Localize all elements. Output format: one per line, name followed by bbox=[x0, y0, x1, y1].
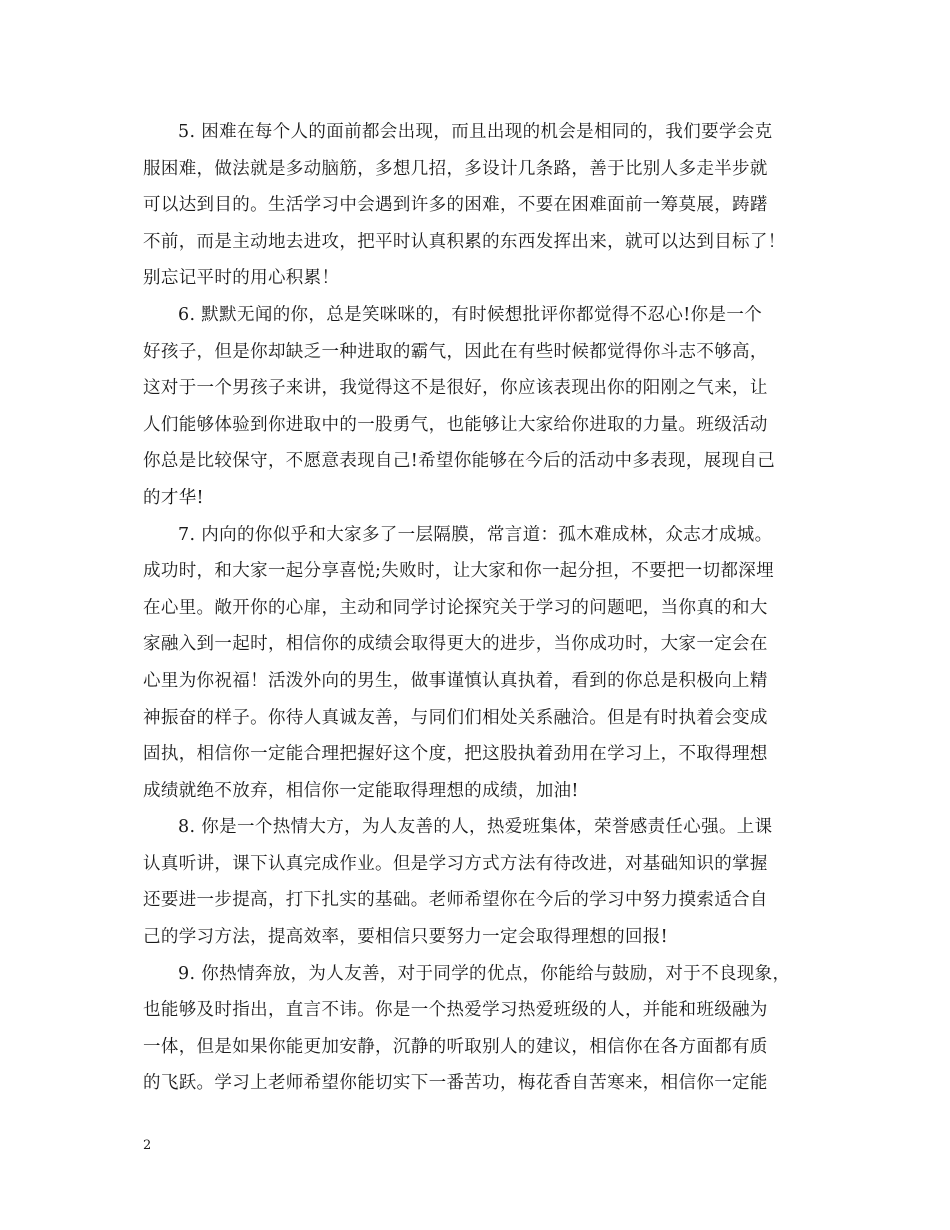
paragraph-9 bbox=[143, 956, 823, 1102]
paragraph-line: 认真听讲，课下认真完成作业。但是学习方式方法有待改进，对基础知识的掌握 bbox=[143, 853, 768, 874]
paragraph-line: 成绩就绝不放弃，相信你一定能取得理想的成绩，加油! bbox=[143, 780, 579, 801]
paragraph-line: 9. 你热情奔放，为人友善，对于同学的优点，你能给与鼓励，对于不良现象， bbox=[178, 963, 791, 984]
paragraph-line: 的才华! bbox=[143, 487, 204, 508]
paragraph-line: 在心里。敞开你的心扉，主动和同学讨论探究关于学习的问题吧，当你真的和大 bbox=[143, 597, 768, 618]
paragraph-line: 人们能够体验到你进取中的一股勇气，也能够让大家给你进取的力量。班级活动 bbox=[143, 414, 768, 435]
paragraph-line: 可以达到目的。生活学习中会遇到许多的困难，不要在困难面前一筹莫展，踌躇 bbox=[143, 195, 768, 216]
paragraph-line: 服困难，做法就是多动脑筋，多想几招，多设计几条路，善于比别人多走半步就 bbox=[143, 158, 768, 179]
paragraph-line: 别忘记平时的用心积累！ bbox=[143, 268, 340, 289]
paragraph-line: 一体，但是如果你能更加安静，沉静的听取别人的建议，相信你在各方面都有质 bbox=[143, 1036, 768, 1057]
paragraph-line: 固执，相信你一定能合理把握好这个度，把这股执着劲用在学习上，不取得理想 bbox=[143, 744, 768, 765]
paragraph-line: 8. 你是一个热情大方，为人友善的人，热爱班集体，荣誉感责任心强。上课 bbox=[178, 817, 773, 838]
paragraph-line: 你总是比较保守，不愿意表现自己!希望你能够在今后的活动中多表现，展现自己 bbox=[143, 451, 776, 472]
paragraph-line: 己的学习方法，提高效率，要相信只要努力一定会取得理想的回报! bbox=[143, 927, 669, 948]
paragraph-line: 神振奋的样子。你待人真诚友善，与同们们相处关系融洽。但是有时执着会变成 bbox=[143, 707, 768, 728]
paragraph-line: 也能够及时指出，直言不讳。你是一个热爱学习热爱班级的人，并能和班级融为 bbox=[143, 1000, 768, 1021]
paragraph-line: 不前，而是主动地去进攻，把平时认真积累的东西发挥出来，就可以达到目标了！ bbox=[143, 231, 786, 252]
page-number: 2 bbox=[143, 1138, 152, 1153]
paragraph-7 bbox=[143, 517, 823, 810]
paragraph-6 bbox=[143, 297, 823, 517]
paragraph-line: 7. 内向的你似乎和大家多了一层隔膜，常言道：孤木难成林，众志才成城。 bbox=[178, 524, 773, 545]
paragraph-line: 好孩子，但是你却缺乏一种进取的霸气，因此在有些时候都觉得你斗志不够高， bbox=[143, 341, 768, 362]
document-body bbox=[143, 114, 823, 1102]
paragraph-line: 还要进一步提高，打下扎实的基础。老师希望你在今后的学习中努力摸索适合自 bbox=[143, 890, 768, 911]
paragraph-line: 心里为你祝福！活泼外向的男生，做事谨慎认真执着，看到的你总是积极向上精 bbox=[143, 670, 768, 691]
paragraph-line: 的飞跃。学习上老师希望你能切实下一番苦功，梅花香自苦寒来，相信你一定能 bbox=[143, 1073, 768, 1094]
paragraph-line: 家融入到一起时，相信你的成绩会取得更大的进步，当你成功时，大家一定会在 bbox=[143, 634, 768, 655]
paragraph-5 bbox=[143, 114, 823, 297]
paragraph-line: 成功时，和大家一起分享喜悦;失败时，让大家和你一起分担，不要把一切都深埋 bbox=[143, 561, 774, 582]
paragraph-8 bbox=[143, 809, 823, 955]
paragraph-line: 5. 困难在每个人的面前都会出现，而且出现的机会是相同的，我们要学会克 bbox=[178, 122, 773, 142]
paragraph-line: 这对于一个男孩子来讲，我觉得这不是很好，你应该表现出你的阳刚之气来，让 bbox=[143, 378, 768, 399]
paragraph-line: 6. 默默无闻的你，总是笑咪咪的，有时候想批评你都觉得不忍心!你是一个 bbox=[178, 304, 763, 325]
